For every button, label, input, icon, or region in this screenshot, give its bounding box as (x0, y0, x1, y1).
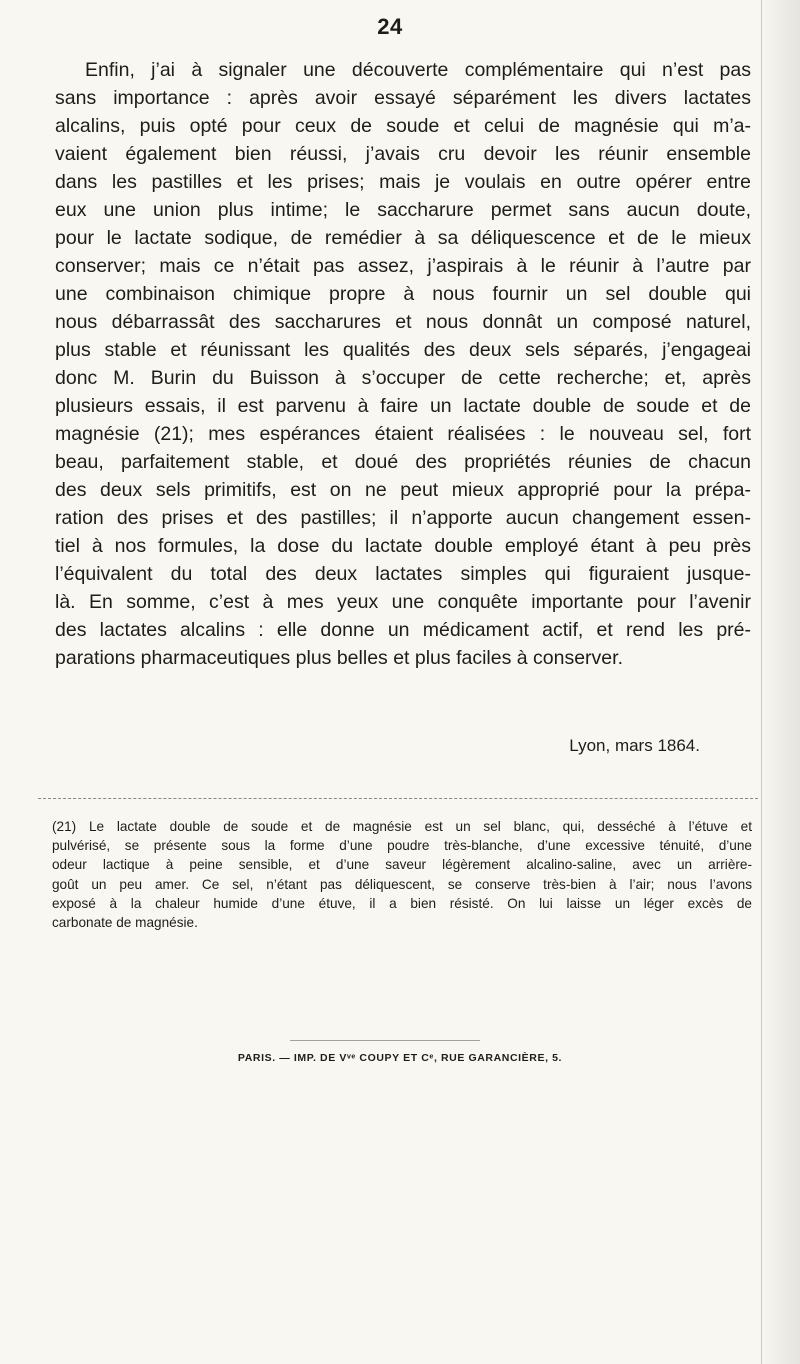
body-line: Enfin, j’ai à signaler une découverte complémentaire qui n’est pas (85, 59, 751, 81)
body-line: sans importance : après avoir essayé séparément les divers lactates (55, 87, 751, 109)
body-line: eux une union plus intime; le saccharure permet sans aucun doute, (55, 199, 751, 221)
body-line: alcalins, puis opté pour ceux de soude et celui de magnésie qui m’a- (55, 115, 751, 137)
imprint-separator (290, 1040, 480, 1041)
page-edge-line (761, 0, 762, 1364)
body-line: vaient également bien réussi, j’avais cru devoir les réunir ensemble (55, 143, 751, 165)
printer-imprint: PARIS. — IMP. DE Vᵛᵉ COUPY ET Cᵉ, RUE GARANCIÈRE, 5. (237, 1052, 563, 1064)
body-line: magnésie (21); mes espérances étaient réalisées : le nouveau sel, fort (55, 423, 751, 445)
footnote-line: exposé à la chaleur humide d’une étuve, il a bien résisté. On lui laisse un léger excès de (52, 895, 752, 911)
body-line: une combinaison chimique propre à nous fournir un sel double qui (55, 283, 751, 305)
footnote-line: carbonate de magnésie. (52, 915, 198, 931)
body-line: ration des prises et des pastilles; il n’apporte aucun changement essen- (55, 507, 751, 529)
body-line: des lactates alcalins : elle donne un médicament actif, et rend les pré- (55, 619, 751, 641)
body-line: des deux sels primitifs, est on ne peut mieux approprié pour la prépa- (55, 479, 751, 501)
body-line: parations pharmaceutiques plus belles et plus faciles à conserver. (55, 647, 623, 669)
body-line: plus stable et réunissant les qualités des deux sels séparés, j’engageai (55, 339, 751, 361)
body-paragraph (55, 56, 751, 672)
body-line: conserver; mais ce n’était pas assez, j’aspirais à le réunir à l’autre par (55, 255, 751, 277)
footnote-line: pulvérisé, se présente sous la forme d’une poudre très-blanche, d’une excessive ténuité, d’une (52, 838, 752, 854)
page-edge-shadow (758, 0, 800, 1364)
footnote-line: (21) Le lactate double de soude et de magnésie est un sel blanc, qui, desséché à l’étuve et (52, 819, 752, 834)
footnote-separator (38, 798, 758, 799)
body-line: l’équivalent du total des deux lactates simples qui figuraient jusque- (55, 563, 751, 585)
footnote-line: goût un peu amer. Ce sel, n’étant pas déliquescent, se conserve très-bien à l’air; nous l’avons (52, 876, 752, 892)
page-number: 24 (377, 14, 403, 39)
place-date-signature (0, 736, 770, 756)
footnote-line: odeur lactique à peine sensible, et d’une saveur légèrement alcalino-saline, avec un arrière- (52, 857, 752, 873)
body-line: tiel à nos formules, la dose du lactate double employé étant à peu près (55, 535, 751, 557)
footnote-block (52, 817, 752, 932)
body-line: plusieurs essais, il est parvenu à faire un lactate double de soude et de (55, 395, 751, 417)
body-line: beau, parfaitement stable, et doué des propriétés réunies de chacun (55, 451, 751, 473)
body-line: donc M. Burin du Buisson à s’occuper de cette recherche; et, après (55, 367, 751, 389)
signature-text: Lyon, mars 1864. (569, 736, 700, 755)
body-line: dans les pastilles et les prises; mais je voulais en outre opérer entre (55, 171, 751, 193)
body-line: nous débarrassât des saccharures et nous donnât un composé naturel, (55, 311, 751, 333)
body-line: pour le lactate sodique, de remédier à sa déliquescence et de le mieux (55, 227, 751, 249)
body-line: là. En somme, c’est à mes yeux une conquête importante pour l’avenir (55, 591, 751, 613)
